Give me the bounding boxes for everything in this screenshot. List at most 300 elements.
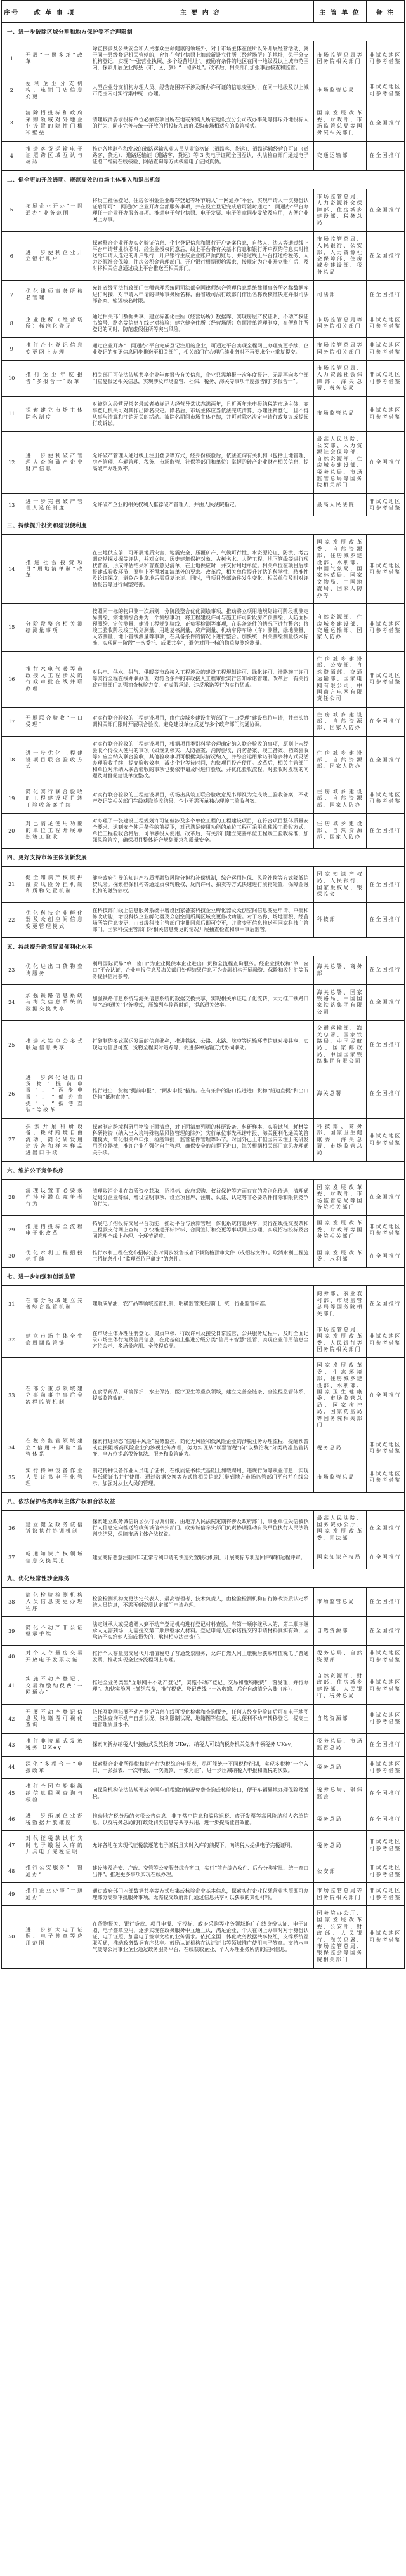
main-content: 在市场主体办理注册登记、资质审核、行政许可及接受日常监管、公共服务过程中，及时全面记录市场主体行为及信用信息，在此基础上推进分级分类“信用＋智慧”监管，实现企业信用信息全方位公示、多场景应用、全流程追溯。 bbox=[88, 1322, 313, 1358]
reform-item: 在部分领域建立完善综合监管机制 bbox=[22, 1286, 88, 1322]
responsible-unit: 商务部、农业农村部、市场监管总局等国务院相关部门 bbox=[313, 1286, 366, 1322]
reform-item: 推行水电气暖等市政接入工程涉及的行政审批在线并联办理 bbox=[22, 651, 88, 707]
responsible-unit: 公安部 bbox=[313, 1860, 366, 1883]
remark: 非试点地区可参考借鉴 bbox=[366, 784, 405, 813]
table-row bbox=[1, 651, 405, 707]
row-number: 28 bbox=[1, 1179, 22, 1216]
remark: 在全国推行 bbox=[366, 707, 405, 736]
table-row bbox=[1, 535, 405, 604]
header-reform-item: 改 革 事 项 bbox=[22, 1, 88, 23]
main-content: 探索推进动态“信用＋风险”税务监控，简化无风险和低风险企业的涉税业务办理流程，提醒预警或直接阻断高风险企业的涉税业务办理，努力实现从“以票管税”向“以数治税”分类精准监管转变，全方位提高税务执法、服务和监管能力。 bbox=[88, 1433, 313, 1463]
table-row bbox=[1, 1118, 405, 1161]
responsible-unit: 税务总局 bbox=[313, 1756, 366, 1779]
main-content: 清理取消要求投标单位必须在项目所在地或采购人所在地设立分公司或办事处等排斥外地投标人的行为，同步完善与统一开放的招投标和政府采购市场相适应的监管模式。 bbox=[88, 105, 313, 142]
main-content: 除直接涉及公共安全和人民群众生命健康的领域外，对于市场主体在住所以外开展经营活动、属于同一县级登记机关管辖的，允许在营业执照上加载新设立住所（经营场所）的地址，免于分支机构登记，实现“一张营业执照、多个经营地址”。鼓励有条件的地区在同一地级及以上城市范围内，探索开展企业跨县（市、区、旗）“一照多址”。改革后，相关部门加强事后核查和监管。 bbox=[88, 41, 313, 76]
row-number: 30 bbox=[1, 1245, 22, 1268]
main-content: 清理取消企业在资质资格获取、招投标、政府采购、权益保护等方面存在的差别化待遇，清理通过划分企业等级、增设证明事项、设立项目库、注册、认证、认定等非必要条件排除和限制竞争的行为。 bbox=[88, 1179, 313, 1216]
reform-table bbox=[1, 0, 405, 1969]
row-number: 43 bbox=[1, 1733, 22, 1756]
responsible-unit: 国家知识产权局 bbox=[313, 1546, 366, 1569]
header-no: 序号 bbox=[1, 1, 22, 23]
remark: 在全国推行 bbox=[366, 1070, 405, 1118]
row-number: 48 bbox=[1, 1860, 22, 1883]
reform-item: 优化科技企业孵化器及众创空间信息变更管理模式 bbox=[22, 902, 88, 937]
responsible-unit: 科技部 bbox=[313, 902, 366, 937]
responsible-unit: 市场监管总局、人力资源社会保障部、海关总署、税务总局 bbox=[313, 360, 366, 396]
row-number: 42 bbox=[1, 1704, 22, 1733]
section-header-row bbox=[1, 516, 405, 535]
row-number: 11 bbox=[1, 396, 22, 431]
remark: 非试点地区可参考借鉴 bbox=[366, 1860, 405, 1883]
section-header-row bbox=[1, 1492, 405, 1510]
main-content: 建立商标恶意注册和非正常专利申请的快速处置联动机制，开展商标专利巡回评审和远程评审。 bbox=[88, 1546, 313, 1569]
reform-item: 优化律师事务所核名管理 bbox=[22, 281, 88, 309]
responsible-unit: 市场监管总局 bbox=[313, 396, 366, 431]
remark: 在全国推行 bbox=[366, 1617, 405, 1646]
row-number: 36 bbox=[1, 1510, 22, 1546]
main-content: 探索制定跨境科研用物资正面清单，对正面清单列明的科研设备、科研样本、实验试剂、耗材等科研物资（纳入出入境特殊物品风险管理的除外）实行单位事先承诺申报、海关便利化通关的管理模式，简化报关单申报、检疫审批、监管证件管理等环节。对国外已上市但国内未注册的研发用医疗器械，准许企业在强化自主管理、确保安全的前提下进口，海关根据相关部门意见办理通关手续。 bbox=[88, 1118, 313, 1161]
remark: 非试点地区可参考借鉴 bbox=[366, 1433, 405, 1463]
remark: 在全国推行 bbox=[366, 736, 405, 784]
main-content: 制定特种设备作业人员电子证书，在纸质证书样式基础上加载聘用、违规行为等从业信息，实现与纸质证书并行使用。通过数据交换等方式将相关信息汇聚到地方市场监管部门平台并在线公示，加强对从业人员的管理。 bbox=[88, 1463, 313, 1492]
row-number: 13 bbox=[1, 493, 22, 516]
remark: 非试点地区可参考借鉴 bbox=[366, 360, 405, 396]
table-body bbox=[1, 23, 405, 1969]
reform-item: 开展联合验收“一口受理” bbox=[22, 707, 88, 736]
table-row bbox=[1, 1617, 405, 1646]
table-row bbox=[1, 1179, 405, 1216]
reform-item: 简化不动产非公证继承手续 bbox=[22, 1617, 88, 1646]
table-row bbox=[1, 603, 405, 651]
reform-item: 推进水铁空公多式联运信息共享 bbox=[22, 1021, 88, 1070]
table-row bbox=[1, 105, 405, 142]
table-row bbox=[1, 231, 405, 280]
section-title: 七、进一步加强和创新监管 bbox=[1, 1268, 405, 1286]
row-number: 10 bbox=[1, 360, 22, 396]
table-row bbox=[1, 1463, 405, 1492]
row-number: 2 bbox=[1, 76, 22, 105]
remark: 在全国推行 bbox=[366, 1808, 405, 1831]
main-content: 对实行联合验收的工程建设项目，现场出具竣工联合验收意见书即视为完成竣工验收备案，不动产登记等相关部门在线获取验收结果，企业无需再单独办理竣工验收备案。 bbox=[88, 784, 313, 813]
reform-item: 简化实行联合验收的工程建设项目竣工验收备案手续 bbox=[22, 784, 88, 813]
main-content: 相关部门可依法依规共享企业年度报告有关信息，企业只需填报一次年度报告，无需再向多个部门重复报送相关信息，实现涉及市场监管、社保、税务、海关等事项年度报告的“多报合一”。 bbox=[88, 360, 313, 396]
remark: 在全国推行 bbox=[366, 956, 405, 984]
reform-item: 建立市场主体全生命周期监管链 bbox=[22, 1322, 88, 1358]
remark: 在全国推行 bbox=[366, 1779, 405, 1808]
main-content: 在食品药品、环境保护、水土保持、医疗卫生等重点领域，建立完善全链条、全流程监管体系，提高监管效能。 bbox=[88, 1358, 313, 1433]
main-content: 打破制约多式联运发展的信息壁垒，推进铁路、公路、水路、航空等运输环节信息对接共享，实现运力信息可查、货物全程实时追踪等，促进多种运输方式协同联动。 bbox=[88, 1021, 313, 1070]
table-row bbox=[1, 902, 405, 937]
row-number: 19 bbox=[1, 784, 22, 813]
responsible-unit: 自然资源部 bbox=[313, 1704, 366, 1733]
reform-item: 进一步深化进出口货物“提前申报”、“两步申报”、“船边直提”、“抵港直装”等改革 bbox=[22, 1070, 88, 1118]
remark: 非试点地区可参考借鉴 bbox=[366, 1704, 405, 1733]
table-row bbox=[1, 1021, 405, 1070]
reform-item: 开展“一照多址”改革 bbox=[22, 41, 88, 76]
section-header-row bbox=[1, 849, 405, 867]
table-row bbox=[1, 1756, 405, 1779]
responsible-unit: 国家知识产权局、人民银行、国家版权局、银保监会 bbox=[313, 867, 366, 903]
row-number: 15 bbox=[1, 603, 22, 651]
reform-item: 优化水利工程招投标手续 bbox=[22, 1245, 88, 1268]
row-number: 14 bbox=[1, 535, 22, 604]
reform-item: 推行企业年度报告“多报合一”改革 bbox=[22, 360, 88, 396]
section-title: 九、优化经常性涉企服务 bbox=[1, 1569, 405, 1588]
table-row bbox=[1, 41, 405, 76]
table-row bbox=[1, 1588, 405, 1617]
reform-item: 推进招投标全流程电子化改革 bbox=[22, 1216, 88, 1245]
remark: 非试点地区可参考借鉴 bbox=[366, 493, 405, 516]
reform-item: 拓展企业开办“一网通办”业务范围 bbox=[22, 189, 88, 231]
reform-item: 加强铁路信息系统与海关信息系统的数据交换共享 bbox=[22, 984, 88, 1021]
row-number: 16 bbox=[1, 651, 22, 707]
responsible-unit: 国务院办公厅、国家发展改革委、公安部、财政部、人民银行、海关总署、市场监管总局、银保监会等国务院相关部门 bbox=[313, 1905, 366, 1968]
table-row bbox=[1, 189, 405, 231]
responsible-unit: 国家发展改革委、水利部 bbox=[313, 1245, 366, 1268]
remark: 在全国推行 bbox=[366, 867, 405, 903]
row-number: 32 bbox=[1, 1322, 22, 1358]
responsible-unit: 市场监管总局、人民银行、公安部、人力资源社会保障部、住房城乡建设部、税务总局 bbox=[313, 231, 366, 280]
row-number: 17 bbox=[1, 707, 22, 736]
responsible-unit: 海关总署、国家铁路局、中国国家铁路集团有限公司 bbox=[313, 984, 366, 1021]
responsible-unit: 税务总局、市场监管总局 bbox=[313, 1733, 366, 1756]
responsible-unit: 住房城乡建设部、自然资源部、国家人防办 bbox=[313, 736, 366, 784]
remark: 非试点地区可参考借鉴 bbox=[366, 1756, 405, 1779]
remark: 非试点地区可参考借鉴 bbox=[366, 41, 405, 76]
responsible-unit: 税务总局 bbox=[313, 1831, 366, 1860]
main-content: 探索整合企业所得税和财产行为税综合申报表，尽可能统一不同税种征期，实现多税种“一个入口、一张报表、一次申报、一次缴款、一张凭证”，进一步压减纳税人申报和缴税的次数。 bbox=[88, 1756, 313, 1779]
row-number: 49 bbox=[1, 1883, 22, 1906]
responsible-unit: 住房城乡建设部、公安部、自然资源部、交通运输部、国家电网有限公司、中国南方电网有限责任公司 bbox=[313, 651, 366, 707]
remark: 在全国推行 bbox=[366, 814, 405, 849]
remark: 在全国推行 bbox=[366, 281, 405, 309]
row-number: 25 bbox=[1, 1021, 22, 1070]
section-title: 五、持续提升跨境贸易便利化水平 bbox=[1, 937, 405, 956]
row-number: 41 bbox=[1, 1668, 22, 1705]
reform-item: 推进社会投资项目“用地清单制”改革 bbox=[22, 535, 88, 604]
remark: 在全国推行 bbox=[366, 141, 405, 170]
row-number: 7 bbox=[1, 281, 22, 309]
main-content: 对实行联合验收的工程建设项目，根据项目类别科学合理确定纳入联合验收的事项，原则上未经验收不得投入使用的事项（如规划核实、人防备案、消防验收、消防备案、竣工备案、档案验收等）应当纳入联合验收，其他验收事项可根据实际情况纳入，并综合运用承诺制等多种方式灵活办理验收手续，提高验收效率，减少企业等待时间，加快项目投产使用。改革后，相关主管部门和单位对未纳入联合验收的事项也要依申请及时进行验收，并优化验收流程，对验收时发现的问题及时督促建设单位整改。 bbox=[88, 736, 313, 784]
table-row bbox=[1, 1668, 405, 1705]
remark: 在全国推行 bbox=[366, 1733, 405, 1756]
row-number: 22 bbox=[1, 902, 22, 937]
reform-item: 健全知识产权质押融资风险分担机制和质物处置机制 bbox=[22, 867, 88, 903]
main-content: 在货物报关、银行贷款、项目申报、招投标、政府采购等业务领域推广在线身份认证、电子证照、电子签章应用，逐步实现在政务服务中互通互认，满足企业、个人在网上办事时对于身份认证、电子证照、加盖电子签章文档的业务需求。依托全国一体化政务数据共享枢纽，支撑系统互联互通，推动政务数据有序共享。鼓励认证机构在认证证书等领域推广使用电子签章。支持水电气暖等公用事业企业通过政务服务平台，在线获取企业、个人办理业务所需的证照信息。 bbox=[88, 1905, 313, 1968]
remark: 非试点地区可参考借鉴 bbox=[366, 651, 405, 707]
row-number: 44 bbox=[1, 1756, 22, 1779]
reform-item: 对个人存量房交易开放电子发票功能 bbox=[22, 1646, 88, 1668]
main-content: 对供电、供水、供气、供暖等市政接入工程涉及的建设工程规划许可、绿化许可、涉路施工许可等实行全程在线并联办理，对符合条件的市政接入工程审批实行告知承诺管理。改革后，有关行政审批部门加强抽查核验力度，对虚假承诺、违反承诺等行为实行惩戒。 bbox=[88, 651, 313, 707]
table-row bbox=[1, 784, 405, 813]
reform-item: 推行非接触式发放税务 UKey bbox=[22, 1733, 88, 1756]
reform-item: 探索建立市场主体除名制度 bbox=[22, 396, 88, 431]
row-number: 34 bbox=[1, 1433, 22, 1463]
reform-item: 简化检验检测机构人员信息变更办理程序 bbox=[22, 1588, 88, 1617]
table-row bbox=[1, 707, 405, 736]
main-content: 允许破产企业的相关权利人推荐破产管理人，并由人民法院指定。 bbox=[88, 493, 313, 516]
remark: 非试点地区可参考借鉴 bbox=[366, 1118, 405, 1161]
table-row bbox=[1, 1510, 405, 1546]
responsible-unit: 税务总局 bbox=[313, 1808, 366, 1831]
row-number: 46 bbox=[1, 1808, 22, 1831]
reform-item: 深化“多税合一”申报改革 bbox=[22, 1756, 88, 1779]
reform-item: 探索开展科研设备、耗材跨境自由流动，简化研发用途设备和样本样品进出口手续 bbox=[22, 1118, 88, 1161]
responsible-unit: 市场监管总局、国家发展改革委、人民银行等国务院相关部门 bbox=[313, 1322, 366, 1358]
main-content: 依托互联网拓展不动产登记信息在线可视化检索和查询服务，任何人经身份验证后可在电子地图上依法查询不动产自然状况、权利限制状况、地籍图等信息，更大便利不动产转移登记，提高土地管理质量水平。 bbox=[88, 1704, 313, 1733]
row-number: 24 bbox=[1, 984, 22, 1021]
responsible-unit: 国家发展改革委、自然资源部、住房城乡建设部、水利部、中国气象局、国家林草局、国家文物局、中国地震局、国家人防办等 bbox=[313, 535, 366, 604]
remark: 非试点地区可参考借鉴 bbox=[366, 1216, 405, 1245]
responsible-unit: 最高人民法院 bbox=[313, 493, 366, 516]
reform-item: 在部分重点领域建立事前事中事后全流程监管机制 bbox=[22, 1358, 88, 1433]
remark: 在全国推行 bbox=[366, 1286, 405, 1322]
responsible-unit: 住房城乡建设部、自然资源部、国家人防办 bbox=[313, 814, 366, 849]
row-number: 39 bbox=[1, 1617, 22, 1646]
row-number: 33 bbox=[1, 1358, 22, 1433]
main-content: 利用国际贸易“单一窗口”为企业提供本企业进出口货物全流程查询服务。经企业授权和“单一窗口”平台认证，企业申报信息及海关部门处理结果信息可为金融机构开展融资、保险和收付汇等服务提供信用参考。 bbox=[88, 956, 313, 984]
table-row bbox=[1, 1779, 405, 1808]
responsible-unit: 国家发展改革委、财政部、市场监管总局等国务院相关部门 bbox=[313, 1179, 366, 1216]
main-content: 推行进出口货物“提前申报”、“两步申报”措施。在有条件的港口推进进口货物“船边直提”和出口货物“抵港直装”。 bbox=[88, 1070, 313, 1118]
section-title: 一、进一步破除区域分割和地方保护等不合理限制 bbox=[1, 23, 405, 41]
row-number: 35 bbox=[1, 1463, 22, 1492]
section-title: 四、更好支持市场主体创新发展 bbox=[1, 849, 405, 867]
section-title: 八、依法保护各类市场主体产权和合法权益 bbox=[1, 1492, 405, 1510]
remark: 非试点地区可参考借鉴 bbox=[366, 1463, 405, 1492]
main-content: 推进全业务类型“互联网＋不动产登记”，实施不动产登记、交易和缴纳税费“一窗受理、并行办理”。加快实施网上缴纳税费，推行税费、登记费线上一次收缴、后台自动清分入账（库）。 bbox=[88, 1668, 313, 1705]
remark: 非试点地区可参考借鉴 bbox=[366, 1668, 405, 1705]
reform-item: 进一步便利企业开立银行账户 bbox=[22, 231, 88, 280]
remark: 非试点地区可参考借鉴 bbox=[366, 1905, 405, 1968]
responsible-unit: 市场监管总局等国务院相关部门 bbox=[313, 309, 366, 338]
table-row bbox=[1, 360, 405, 396]
table-row bbox=[1, 309, 405, 338]
remark: 非试点地区可参考借鉴 bbox=[366, 1322, 405, 1358]
responsible-unit: 国家发展改革委、财政部、市场监管总局等国务院相关部门 bbox=[313, 105, 366, 142]
row-number: 38 bbox=[1, 1588, 22, 1617]
main-content: 通过企业开办“一网通办”平台完成登记注册的企业，可通过平台实现全程网上办理变更手续，企业登记的变更信息同步推送至相关部门，相关部门在办理后续业务时不再要求企业重复提交。 bbox=[88, 338, 313, 361]
section-header-row bbox=[1, 23, 405, 41]
main-content: 推进各地制作和发放的道路运输从业人员从业资格证（道路客、货运）、道路运输经营许可证（道路客、货运）、道路运输证（道路客、货运）等 3 类电子证照全国互认，执法检查部门通过电子证照二维码在线核验、网站查询等方式核验电子证照真伪。 bbox=[88, 141, 313, 170]
row-number: 8 bbox=[1, 309, 22, 338]
header-row bbox=[1, 1, 405, 23]
table-row bbox=[1, 431, 405, 493]
remark: 在全国推行 bbox=[366, 231, 405, 280]
main-content: 对被列入经营异常名录或者被标记为经营异常状态满两年，且近两年未申报纳税的市场主体，商事登记机关可对其作出除名决定。除名后，市场主体应当依法完成清算、办理注销登记，且不得从事与清算和注销无关的活动。被除名期间市场主体存续，并可对除名决定申请行政复议或提起行政诉讼。 bbox=[88, 396, 313, 431]
responsible-unit: 税务总局 bbox=[313, 1433, 366, 1463]
row-number: 20 bbox=[1, 814, 22, 849]
reform-item: 建立健全政务诚信诉讼执行协调机制 bbox=[22, 1510, 88, 1546]
row-number: 40 bbox=[1, 1646, 22, 1668]
section-title: 三、持续提升投资和建设便利度 bbox=[1, 516, 405, 535]
row-number: 9 bbox=[1, 338, 22, 361]
responsible-unit: 住房城乡建设部、自然资源部、国家人防办 bbox=[313, 784, 366, 813]
reform-item: 清理设置非必要条件排斥潜在竞争者行为 bbox=[22, 1179, 88, 1216]
responsible-unit: 海关总署 bbox=[313, 1070, 366, 1118]
table-row bbox=[1, 736, 405, 784]
row-number: 23 bbox=[1, 956, 22, 984]
main-content: 在土地供应前，可开展地质灾害、地震安全、压覆矿产、气候可行性、水资源论证、防洪、考古调查勘探发掘等评估，并对文物、历史建筑保护对象、古树名木、人防工程、地下管线等进行现状普查，形成评估结果和普查意见清单，在土地供应时一并交付用地单位。相关单位在项目后续报建或验收环节，原则上不得增加清单外的要求。改革后，相关单位提升评估的科学性、精准性及论证深度，避免企业拿地后需重复论证。同时，当项目外部条件发生变化，相关单位及时对评估报告等进行调整完善。 bbox=[88, 535, 313, 604]
responsible-unit: 市场监管总局等国务院相关部门 bbox=[313, 338, 366, 361]
row-number: 27 bbox=[1, 1118, 22, 1161]
responsible-unit: 市场监管总局、人力资源社会保障部、住房城乡建设部、税务总局 bbox=[313, 189, 366, 231]
responsible-unit: 住房城乡建设部、自然资源部、国家人防办 bbox=[313, 707, 366, 736]
responsible-unit: 国家发展改革委、财政部等国务院相关部门 bbox=[313, 1216, 366, 1245]
reform-item: 进一步拓展企业涉税数据开放维度 bbox=[22, 1808, 88, 1831]
table-row bbox=[1, 1808, 405, 1831]
row-number: 5 bbox=[1, 189, 22, 231]
remark: 在全国推行 bbox=[366, 431, 405, 493]
table-row bbox=[1, 1831, 405, 1860]
table-row bbox=[1, 1883, 405, 1906]
table-row bbox=[1, 1216, 405, 1245]
remark: 非试点地区可参考借鉴 bbox=[366, 603, 405, 651]
row-number: 29 bbox=[1, 1216, 22, 1245]
table-row bbox=[1, 1358, 405, 1433]
main-content: 推动地方税务局的欠税公告信息、非正常户信息和骗取退税、虚开发票等高风险纳税人名单信息，以及税务总局的行政处罚类信息等共享共用，进一步提高征管效能。 bbox=[88, 1808, 313, 1831]
responsible-unit: 最高人民法院、公安部、人力资源社会保障部、自然资源部、住房城乡建设部、税务总局、市场监管总局等国务院相关部门 bbox=[313, 431, 366, 493]
main-content: 建设涉及治安、户政、交管等公安服务综合窗口，实行“前台综合收件、后台分类审批、统一窗口出件”，推进更多事项实现在线办理。 bbox=[88, 1860, 313, 1883]
responsible-unit: 交通运输部、海关总署、国家铁路局、中国民航局、国家邮政局、中国国家铁路集团有限公司 bbox=[313, 1021, 366, 1070]
reform-item: 优化进出口货物查询服务 bbox=[22, 956, 88, 984]
responsible-unit: 最高人民法院、国务院办公厅、国家发展改革委、司法部 bbox=[313, 1510, 366, 1546]
section-title: 六、维护公平竞争秩序 bbox=[1, 1161, 405, 1179]
main-content: 在科技部门线上信息服务系统中增设国家备案科技企业孵化器及众创空间信息变更申请、审批和修改功能，增设科技企业孵化器及众创空间所属区域变更修改功能。对于名称、场地面积、经营场所等信息变更，由省级科技主管部门审批同意后即可变更，并将变更信息推送至国家科技主管部门。国家科技主管部门对相关信息变更的情况开展抽查检查和事中事后监管。 bbox=[88, 902, 313, 937]
reform-item: 清除招投标和政府采购领域对外地企业设置的隐性门槛和壁垒 bbox=[22, 105, 88, 142]
main-content: 拓展电子招投标交易平台功能，推动平台与预算管理一体化系统信息共享，实行在线提交发票和工程款支付网上查询；加快推进开标评标、合同签订和变更等事项网上办理，实现招标投标及合同管理全线上办理、全环节留痕。 bbox=[88, 1216, 313, 1245]
main-content: 对办理了一张建设工程规划许可证但涉及多个单位工程的工程建设项目，在符合项目整体质量安全要求、达到安全使用条件的前提下，对已满足使用功能的单位工程可采用单独竣工验收方式，单位工程验收合格后，可单独投入使用。改革后，有关部门建立完善单位工程竣工验收标准，加强风险管控，确保项目整体符合规划要求和质量安全。 bbox=[88, 814, 313, 849]
remark: 非试点地区可参考借鉴 bbox=[366, 1646, 405, 1668]
main-content: 检验检测机构变更法定代表人、最高管理者、技术负责人，由检验检测机构自行修改资质认定系统人员信息，不需再到资质认定部门申请办理。 bbox=[88, 1588, 313, 1617]
header-main-content: 主 要 内 容 bbox=[88, 1, 313, 23]
remark: 在全国推行 bbox=[366, 1510, 405, 1546]
reform-item: 推行企业登记信息变更网上办理 bbox=[22, 338, 88, 361]
remark: 在全国推行 bbox=[366, 902, 405, 937]
section-header-row bbox=[1, 1161, 405, 1179]
remark: 非试点地区可参考借鉴 bbox=[366, 396, 405, 431]
main-content: 允许破产管理人通过线上注册登录等方式，经身份核验后，依法查询有关机构（包括土地管理、房产管理、车辆管理、税务、市场监管、社保等部门和单位）掌握的破产企业财产相关信息，提高破产办理效率。 bbox=[88, 431, 313, 493]
section-title: 二、健全更加开放透明、规范高效的市场主体准入和退出机制 bbox=[1, 170, 405, 189]
table-row bbox=[1, 1070, 405, 1118]
responsible-unit: 司法部 bbox=[313, 281, 366, 309]
main-content: 加强铁路信息系统与海关信息系统的数据交换共享，实现相关单证电子化流转，大力推广铁路口岸“快速通关”业务模式，压缩列车停留时间，提高通关效率。 bbox=[88, 984, 313, 1021]
main-content: 推行水利工程在发布招标公告时同步发售或者下载资格预审文件（或招标文件）。取消水利工程施工招标条件中“监理单位已确定”的条件。 bbox=[88, 1245, 313, 1268]
reform-item: 进一步完善破产管理人选任制度 bbox=[22, 493, 88, 516]
reform-item: 对已满足使用功能的单位工程开展单独竣工验收 bbox=[22, 814, 88, 849]
responsible-unit: 市场监管总局 bbox=[313, 76, 366, 105]
main-content: 大型企业分支机构办理人员、经营范围等不涉及新办许可证的信息变更时，在同一地级及以上城市范围内可实行集中统一办理。 bbox=[88, 76, 313, 105]
responsible-unit: 税务总局、自然资源部 bbox=[313, 1646, 366, 1668]
main-content: 通过相关部门数据共享，建立标准化住所（经营场所）数据库，实现房屋产权证明、不动产权证书编号、路名等信息在线比对核验；建立健全住所（经营场所）负面清单管理制度，在便利住所登记的同时，防范虚假住所等突出风险。 bbox=[88, 309, 313, 338]
row-number: 26 bbox=[1, 1070, 22, 1118]
remark: 在全国推行 bbox=[366, 105, 405, 142]
row-number: 3 bbox=[1, 105, 22, 142]
main-content: 按照同一标的物只测一次原则，分阶段整合优化测绘事项，推动将立项用地规划许可阶段勘测定界测绘、宗地测绘合并为一个测绘事项；将工程建设许可与施工许可阶段房产预测绘、人防面积预测绘、定位测量、建设工程规划验线、正负零检测等事项，在具备条件的情况下进行整合；将竣工验收阶段竣工规划测量、用地复核测量、房产测量、机动车停车场（库）测量、绿地测量、人防测量、地下管线测量等事项，在具备条件的情况下进行整合。加快统一相关测绘测量技术标准，实现同一阶段“一次委托、成果共享”，避免对同一标的物重复测绘测量。 bbox=[88, 603, 313, 651]
main-content: 法定继承人或受遗赠人到不动产登记机构进行登记材料查验，有第一顺序继承人的，第二顺序继承人无需到场，无需提交第二顺序继承人材料。登记申请人应承诺提交的申请材料真实有效，因承诺不实给他人造成损失的，承担相应法律责任。 bbox=[88, 1617, 313, 1646]
reform-item: 畅通知识产权领域信息交换渠道 bbox=[22, 1546, 88, 1569]
main-content: 推行个人存量房交易代开增值税电子普通发票服务，允许自然人网上缴税后获取增值税电子普通发票，推动实现全业务流程网上办理。 bbox=[88, 1646, 313, 1668]
remark: 在全国推行 bbox=[366, 1245, 405, 1268]
table-header bbox=[1, 1, 405, 23]
row-number: 4 bbox=[1, 141, 22, 170]
table-row bbox=[1, 1433, 405, 1463]
reform-item: 进一步扩大电子证照、电子签章等应用范围 bbox=[22, 1905, 88, 1968]
table-row bbox=[1, 1245, 405, 1268]
table-row bbox=[1, 76, 405, 105]
row-number: 45 bbox=[1, 1779, 22, 1808]
reform-item: 推行全国车船税缴纳信息联网查询与核验 bbox=[22, 1779, 88, 1808]
table-row bbox=[1, 1905, 405, 1968]
reform-item: 推行企业办事“一照通办” bbox=[22, 1883, 88, 1906]
main-content: 探索整合企业开办实名验证信息、企业登记信息和银行开户备案信息，自然人、法人等通过线上平台申请营业执照时，经企业授权同意后，线上平台将有关基本信息和银行开户预约信息实时推送给申请人选定的开户银行，开户银行生成企业账户预约账号，并通过线上平台推送给税务、人力资源社会保障、住房公积金管理部门。开户银行根据预约需求，按规定为企业开立账户后，及时将相关信息通过线上平台推送至相关部门。 bbox=[88, 231, 313, 280]
row-number: 18 bbox=[1, 736, 22, 784]
reform-item: 企业住所（经营场所）标准化登记 bbox=[22, 309, 88, 338]
remark: 非试点地区可参考借鉴 bbox=[366, 338, 405, 361]
table-row bbox=[1, 1860, 405, 1883]
responsible-unit: 海关总署、商务部 bbox=[313, 956, 366, 984]
section-header-row bbox=[1, 170, 405, 189]
main-content: 将员工社保登记、住房公积金企业缴存登记等环节纳入“一网通办”平台，实现申请人一次身份认证后即可“一网通办”企业开办全部服务事项，并在设立登记完成后可随时通过“一网通办”平台办理任一企业开办服务事项。推进电子营业执照、电子发票、电子签章同步发放及应用，方便企业网上办事。 bbox=[88, 189, 313, 231]
row-number: 50 bbox=[1, 1905, 22, 1968]
reform-item: 对代征税款试行实时电子缴税入库的开具电子完税证明 bbox=[22, 1831, 88, 1860]
remark: 在全国推行 bbox=[366, 1021, 405, 1070]
reform-item: 实行特种设备作业人员证书电子化管理 bbox=[22, 1463, 88, 1492]
table-row bbox=[1, 396, 405, 431]
main-content: 通过政府部门内部数据共享等方式归集或核验企业基本信息，探索实行企业仅凭营业执照即可办理部分高频审批服务事项，无需提交政府部门通过信息共享可以获取的其他材料。 bbox=[88, 1883, 313, 1906]
remark: 非试点地区可参考借鉴 bbox=[366, 535, 405, 604]
table-row bbox=[1, 141, 405, 170]
remark: 非试点地区可参考借鉴 bbox=[366, 76, 405, 105]
reform-item: 开展不动产登记信息及地籍图可视化查询 bbox=[22, 1704, 88, 1733]
table-row bbox=[1, 956, 405, 984]
remark: 在全国推行 bbox=[366, 984, 405, 1021]
reform-item: 实施不动产登记、交易和缴纳税费“一网通办” bbox=[22, 1668, 88, 1705]
table-row bbox=[1, 814, 405, 849]
responsible-unit: 国家发展改革委、生态环境部、住房城乡建设部、水利部、国家卫生健康委、市场监管总局、国家疾控局、国家药监局等国务院相关部门 bbox=[313, 1358, 366, 1433]
row-number: 47 bbox=[1, 1831, 22, 1860]
remark: 在全国推行 bbox=[366, 1179, 405, 1216]
main-content: 对实行联合验收的工程建设项目，由住房城乡建设主管部门“一口受理”建设单位申请，并牵头协调相关部门限时开展联合验收，避免建设单位反复与多个政府部门沟通协调。 bbox=[88, 707, 313, 736]
header-remark: 备 注 bbox=[366, 1, 405, 23]
remark: 在全国推行 bbox=[366, 1546, 405, 1569]
main-content: 允许省级司法行政部门律师管理系统同司法部全国律师综合管理信息系统律师事务所名称数据库进行对接，对申请人申请的律师事务所名称，由省级司法行政部门作出名称预核准决定并报司法部备案，缩短核名时限。 bbox=[88, 281, 313, 309]
remark: 在全国推行 bbox=[366, 189, 405, 231]
table-row bbox=[1, 1704, 405, 1733]
remark: 在全国推行 bbox=[366, 1588, 405, 1617]
table-row bbox=[1, 1286, 405, 1322]
responsible-unit: 自然资源部 bbox=[313, 1617, 366, 1646]
main-content: 健全政府引导的知识产权质押融资风险分担和补偿机制，综合运用担保、风险补偿等方式降低信贷风险。探索担保机构等通过质权转股权、反向许可、拍卖等方式快速进行质物处置，保障金融机构的融资债权。 bbox=[88, 867, 313, 903]
reform-item: 推行公安服务“一窗通办” bbox=[22, 1860, 88, 1883]
remark: 非试点地区可参考借鉴 bbox=[366, 1883, 405, 1906]
table-row bbox=[1, 1322, 405, 1358]
remark: 非试点地区可参考借鉴 bbox=[366, 1831, 405, 1860]
reform-item: 在税务监管领域建立“信用＋风险”监管体系 bbox=[22, 1433, 88, 1463]
table-row bbox=[1, 493, 405, 516]
row-number: 6 bbox=[1, 231, 22, 280]
responsible-unit: 市场监管总局 bbox=[313, 1463, 366, 1492]
section-header-row bbox=[1, 1569, 405, 1588]
responsible-unit: 市场监管总局等国务院相关部门 bbox=[313, 41, 366, 76]
main-content: 向保险机构依法依规开放全国车船税缴纳情况免费查询或核验接口，便于车辆异地办理保险及缴税。 bbox=[88, 1779, 313, 1808]
reform-item: 分阶段整合相关测绘测量事项 bbox=[22, 603, 88, 651]
responsible-unit: 自然资源部、住房城乡建设部、交通运输部、国家人防办 bbox=[313, 603, 366, 651]
row-number: 12 bbox=[1, 431, 22, 493]
responsible-unit: 科技部、商务部、国家卫生健康委、海关总署、市场监管总局 bbox=[313, 1118, 366, 1161]
reform-item: 进一步便利破产管理人查询破产企业财产信息 bbox=[22, 431, 88, 493]
main-content: 探索向新办纳税人非接触式发放税务 UKey，纳税人可以向税务机关免费申领税务 UKey。 bbox=[88, 1733, 313, 1756]
